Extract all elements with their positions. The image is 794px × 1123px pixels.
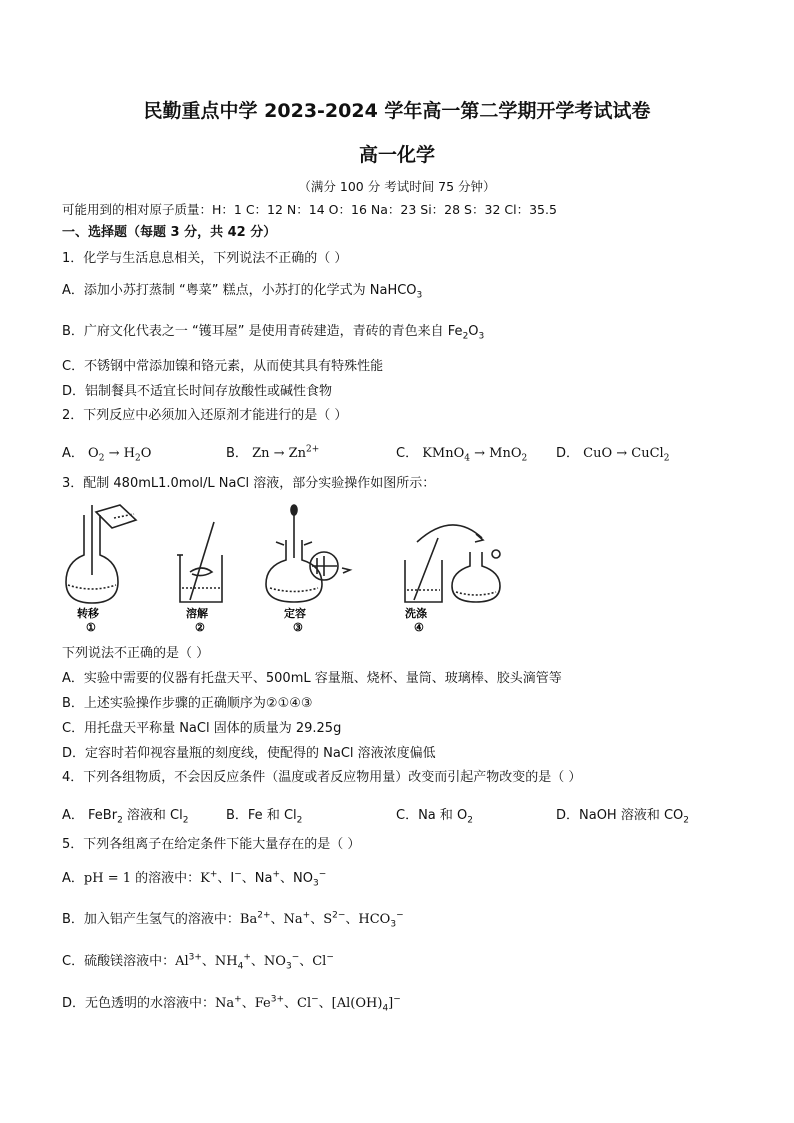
- q1-b-text: B．广府文化代表之一 “镬耳屋” 是使用青砖建造，青砖的青色来自 Fe: [62, 324, 463, 339]
- f: O: [140, 446, 152, 461]
- f: 2+: [257, 910, 271, 921]
- exam-info: （满分 100 分 考试时间 75 分钟）: [298, 179, 496, 194]
- q3-option-a: A．实验中需要的仪器有托盘天平、500mL 容量瓶、烧杯、量筒、玻璃棒、胶头滴管等: [62, 671, 562, 686]
- f: 2: [134, 453, 141, 464]
- caption-wash: 洗涤: [405, 607, 427, 620]
- fix-volume-flask-illustration: [266, 505, 350, 602]
- q4-option-c: [396, 804, 473, 826]
- f: Ba: [239, 912, 258, 927]
- f: 2+: [306, 444, 320, 455]
- q1-a-sub: 3: [416, 290, 423, 301]
- q1-option-a: [62, 283, 422, 299]
- q2-d-formula: [583, 446, 670, 464]
- q2-stem: 2．下列反应中必须加入还原剂才能进行的是（ ）: [62, 408, 348, 423]
- q2-option-c: [396, 442, 528, 464]
- q5-option-b: [62, 912, 404, 928]
- q2-b-label: B．: [226, 446, 248, 461]
- lab-operations-figure: [62, 500, 522, 635]
- f: +: [209, 869, 218, 880]
- f: 2: [521, 453, 528, 464]
- f: −: [234, 869, 242, 880]
- q5-option-c: [62, 954, 334, 970]
- f: 2: [467, 815, 473, 826]
- f: 、Cl: [299, 954, 327, 969]
- q1-a-text: A．添加小苏打蒸制 “粤菜” 糕点，小苏打的化学式为 NaHCO: [62, 283, 417, 298]
- f: Na: [215, 996, 235, 1011]
- f: 、NH: [201, 954, 238, 969]
- q5-b-prefix: B．加入铝产生氢气的溶液中：: [62, 912, 240, 927]
- f: ]: [388, 996, 394, 1011]
- f: 3: [313, 878, 319, 889]
- f: 3: [390, 919, 397, 930]
- f: −: [326, 952, 334, 963]
- f: 、NO: [250, 954, 286, 969]
- q1-option-b: [62, 324, 484, 340]
- q5-a-formula: pH = 1 的溶液中：K: [83, 871, 210, 886]
- q2-option-d: [556, 442, 670, 464]
- f: KMnO: [422, 446, 465, 461]
- caption-3: ③: [293, 621, 303, 634]
- f: +: [302, 910, 311, 921]
- f: 3+: [188, 952, 202, 963]
- f: +: [234, 994, 242, 1005]
- f: +: [243, 952, 251, 963]
- q1-option-d: D．铝制餐具不适宜长时间存放酸性或碱性食物: [62, 384, 333, 399]
- f: 、Cl: [284, 996, 312, 1011]
- f: 、Na: [241, 871, 273, 886]
- f: 、: [318, 996, 332, 1011]
- q2-option-b: [226, 442, 319, 461]
- f: 2−: [332, 910, 346, 921]
- f: CuO → CuCl: [583, 446, 664, 461]
- caption-2: ②: [195, 621, 205, 634]
- q2-d-label: D．: [556, 446, 580, 461]
- f: 4: [464, 453, 471, 464]
- f: 、NO: [280, 871, 313, 886]
- f: 、I: [217, 871, 235, 886]
- f: 3: [285, 961, 292, 972]
- f: −: [291, 952, 300, 963]
- q2-a-formula: [88, 446, 152, 464]
- q2-option-a: [62, 442, 152, 464]
- f: 2: [117, 815, 123, 826]
- f: 、Na: [270, 912, 303, 927]
- section-heading: 一、选择题（每题 3 分，共 42 分）: [62, 225, 277, 240]
- f: → MnO: [470, 446, 522, 461]
- atomic-masses: 可能用到的相对原子质量：H：1 C：12 N：14 O：16 Na：23 Si：28 S：32 Cl：35.5: [62, 202, 557, 217]
- f: D．NaOH 溶液和 CO: [556, 808, 684, 823]
- q5-option-d: [62, 996, 401, 1012]
- f: [Al(OH): [331, 996, 383, 1011]
- q3-option-c: C．用托盘天平称量 NaCl 固体的质量为 29.25g: [62, 721, 342, 736]
- f: 2: [182, 815, 189, 826]
- dissolve-beaker-illustration: [177, 522, 222, 602]
- f: 2: [98, 453, 105, 464]
- q2-b-formula: [252, 446, 319, 461]
- q4-option-a: [62, 804, 189, 826]
- f: +: [272, 869, 281, 880]
- f: 2: [663, 453, 670, 464]
- q1-option-c: C．不锈钢中常添加镍和铬元素，从而使其具有特殊性能: [62, 359, 384, 374]
- q5-d-prefix: D．无色透明的水溶液中：: [62, 996, 216, 1011]
- f: Al: [175, 954, 189, 969]
- f: Zn → Zn: [252, 446, 307, 461]
- q5-c-prefix: C．硫酸镁溶液中：: [62, 954, 176, 969]
- q3-question: 下列说法不正确的是（ ）: [62, 646, 210, 661]
- f: A． FeBr: [62, 808, 118, 823]
- caption-fix-volume: 定容: [284, 607, 306, 620]
- q3-option-b: B．上述实验操作步骤的正确顺序为②①④③: [62, 696, 313, 711]
- q5-stem: 5．下列各组离子在给定条件下能大量存在的是（ ）: [62, 837, 361, 852]
- f: 4: [382, 1003, 389, 1014]
- q2-c-formula: [422, 446, 528, 464]
- q1-b-sub2: 3: [478, 331, 485, 342]
- f: O: [88, 446, 99, 461]
- f: 、S: [310, 912, 333, 927]
- q4-option-d: [556, 804, 690, 826]
- f: B．Fe 和 Cl: [226, 808, 297, 823]
- q4-option-b: [226, 804, 303, 826]
- q2-c-label: C．: [396, 446, 419, 461]
- wash-illustration: [405, 525, 500, 602]
- q3-option-d: D．定容时若仰视容量瓶的刻度线，使配得的 NaCl 溶液浓度偏低: [62, 746, 436, 761]
- q1-stem: 1．化学与生活息息相关，下列说法不正确的（ ）: [62, 251, 348, 266]
- q1-b-mid: O: [468, 324, 479, 339]
- q1-b-sub1: 2: [462, 331, 469, 342]
- transfer-flask-illustration: [66, 505, 136, 603]
- f: 2: [296, 815, 303, 826]
- exam-subject: 高一化学: [358, 144, 435, 166]
- caption-dissolve: 溶解: [186, 607, 208, 620]
- q2-a-label: A．: [62, 446, 84, 461]
- f: −: [396, 910, 404, 921]
- q3-stem: 3．配制 480mL1.0mol/L NaCl 溶液，部分实验操作如图所示：: [62, 476, 436, 491]
- exam-title: 民勤重点中学 2023-2024 学年高一第二学期开学考试试卷: [143, 100, 651, 122]
- caption-transfer: 转移: [77, 607, 99, 620]
- f: 4: [237, 961, 244, 972]
- f: 、HCO: [345, 912, 391, 927]
- f: 3+: [270, 994, 284, 1005]
- q5-option-a: [62, 871, 326, 887]
- f: 、Fe: [241, 996, 271, 1011]
- f: → H: [104, 446, 135, 461]
- f: −: [311, 994, 319, 1005]
- f: C．Na 和 O: [396, 808, 468, 823]
- caption-4: ④: [414, 621, 424, 634]
- caption-1: ①: [86, 621, 96, 634]
- q5-a-prefix: A．: [62, 871, 84, 886]
- f: −: [393, 994, 401, 1005]
- q4-stem: 4．下列各组物质，不会因反应条件（温度或者反应物用量）改变而引起产物改变的是（ ）: [62, 770, 582, 785]
- f: −: [318, 869, 327, 880]
- f: 溶液和 Cl: [122, 808, 183, 823]
- f: 2: [683, 815, 690, 826]
